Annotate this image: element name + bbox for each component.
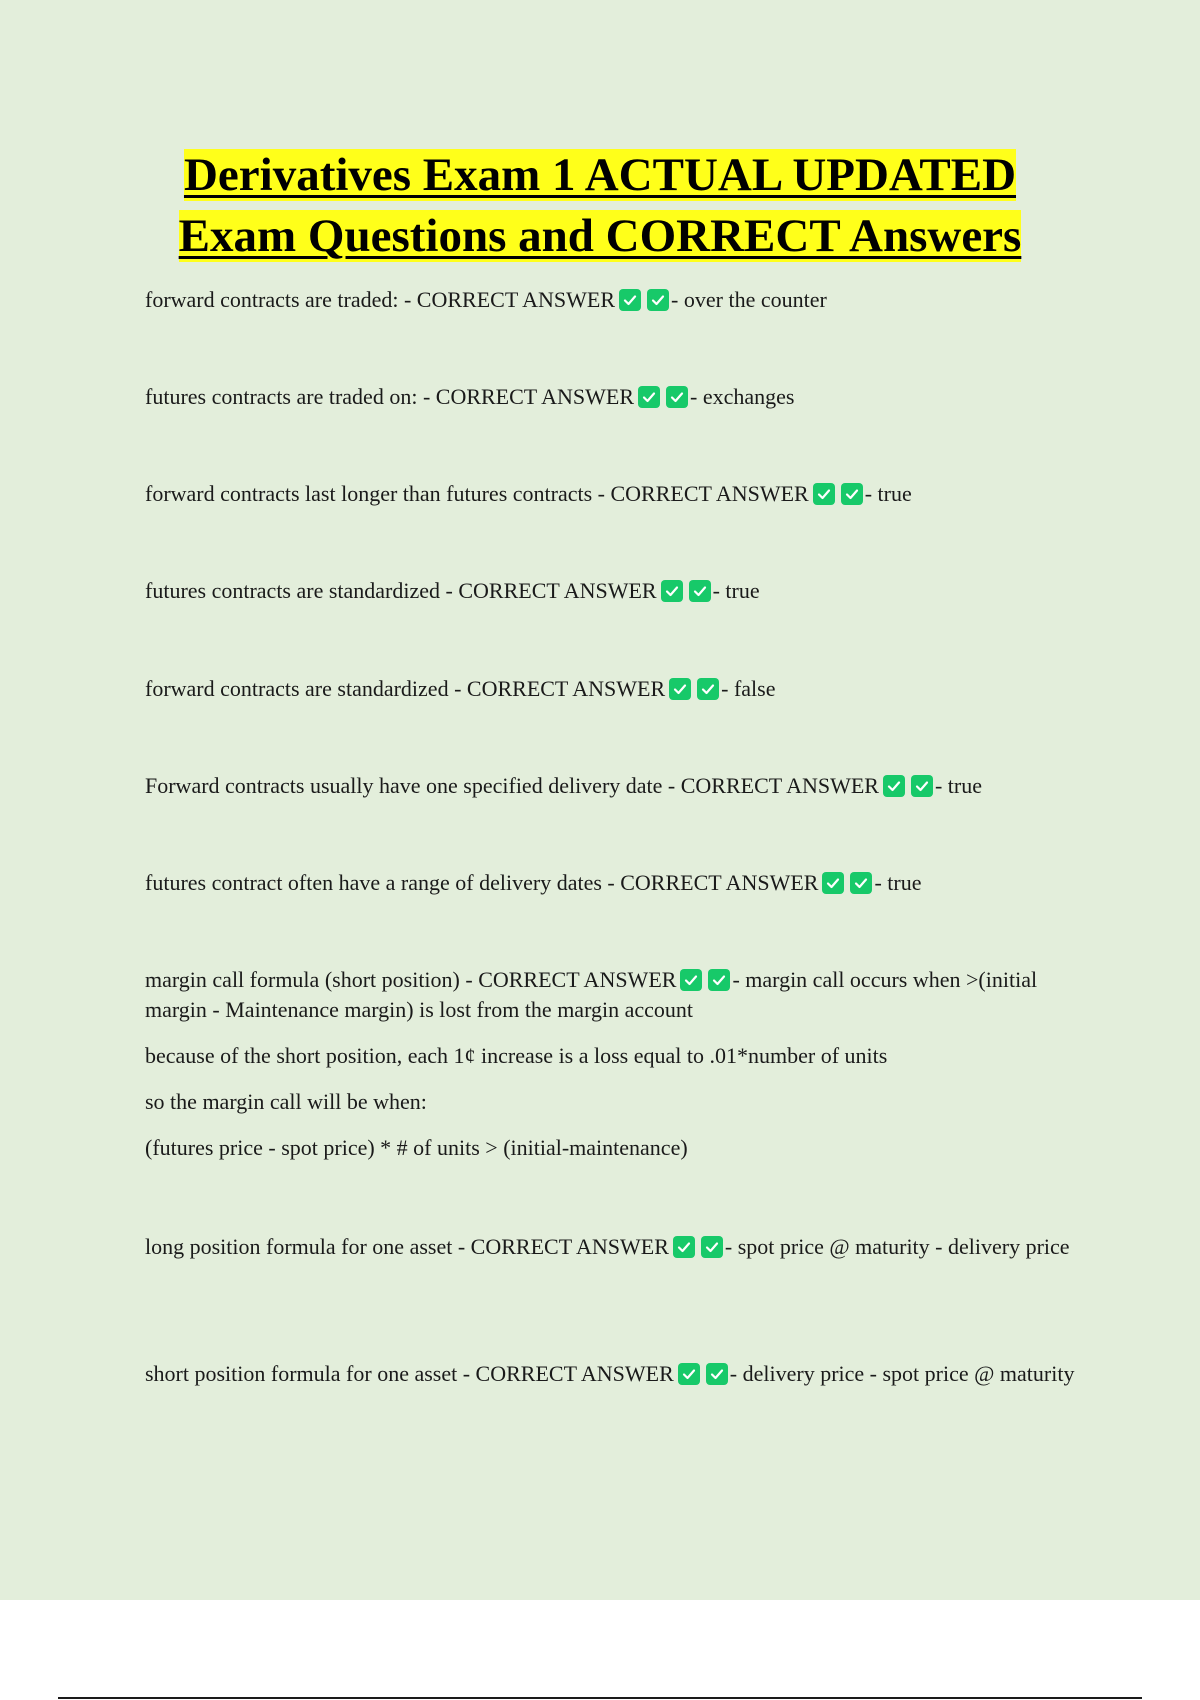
answer-text: - margin call occurs when >(initial margin - Maintenance margin) is lost from the margin account (145, 967, 1038, 1022)
qa-item (145, 479, 1095, 509)
question-text: forward contracts are traded: (145, 287, 404, 312)
qa-item (145, 868, 1095, 898)
check-box-icon (673, 1236, 695, 1258)
document-title (0, 145, 1200, 267)
check-box-icon (666, 386, 688, 408)
question-text: forward contracts last longer than futures contracts (145, 481, 598, 506)
qa-item (145, 771, 1095, 801)
correct-answer-label: - CORRECT ANSWER (462, 1361, 674, 1386)
correct-answer-label: - CORRECT ANSWER (422, 384, 634, 409)
check-box-icon (680, 969, 702, 991)
answer-text: - true (712, 578, 760, 603)
check-box-icon (661, 580, 683, 602)
explanation-line: because of the short position, each 1¢ increase is a loss equal to .01*number of units (145, 1043, 888, 1068)
correct-answer-label: - CORRECT ANSWER (403, 287, 616, 312)
check-box-icon (619, 289, 641, 311)
explanation-line: so the margin call will be when: (145, 1089, 427, 1114)
answer-text: - true (864, 481, 912, 506)
check-box-icon (911, 775, 933, 797)
check-box-icon (678, 1363, 700, 1385)
check-box-icon (841, 483, 863, 505)
qa-item (145, 1359, 1095, 1389)
explanation-line: (futures price - spot price) * # of units > (initial-maintenance) (145, 1135, 688, 1160)
title-line-2: Exam Questions and CORRECT Answers (178, 210, 1022, 262)
check-box-icon (708, 969, 730, 991)
check-box-icon (701, 1236, 723, 1258)
qa-item (145, 1232, 1095, 1262)
correct-answer-label: - CORRECT ANSWER (457, 1234, 669, 1259)
qa-item (145, 674, 1095, 704)
check-box-icon (883, 775, 905, 797)
question-text: futures contract often have a range of delivery dates (145, 870, 608, 895)
title-line-1: Derivatives Exam 1 ACTUAL UPDATED (183, 149, 1017, 201)
qa-item (145, 576, 1095, 606)
answer-text: - delivery price - spot price @ maturity (729, 1361, 1075, 1386)
question-text: long position formula for one asset (145, 1234, 458, 1259)
check-box-icon (822, 872, 844, 894)
qa-item (145, 382, 1095, 412)
answer-text: - false (721, 676, 776, 701)
correct-answer-label: - CORRECT ANSWER (445, 578, 657, 603)
page-divider (58, 1697, 1142, 1699)
qa-item (145, 285, 1095, 315)
question-text: margin call formula (short position) (145, 967, 466, 992)
qa-item (145, 965, 1095, 1163)
check-box-icon (638, 386, 660, 408)
question-text: futures contracts are standardized (145, 578, 446, 603)
question-text: Forward contracts usually have one specified delivery date (145, 773, 668, 798)
answer-text: - exchanges (690, 384, 795, 409)
correct-answer-label: - CORRECT ANSWER (667, 773, 879, 798)
check-box-icon (689, 580, 711, 602)
check-box-icon (813, 483, 835, 505)
answer-text: - over the counter (671, 287, 827, 312)
answer-text: - true (874, 870, 922, 895)
check-box-icon (697, 678, 719, 700)
answer-text: - spot price @ maturity - delivery price (724, 1234, 1070, 1259)
question-text: short position formula for one asset (145, 1361, 463, 1386)
question-text: forward contracts are standardized (145, 676, 455, 701)
correct-answer-label: - CORRECT ANSWER (454, 676, 666, 701)
check-box-icon (647, 289, 669, 311)
answer-text: - true (934, 773, 983, 798)
check-box-icon (706, 1363, 728, 1385)
correct-answer-label: - CORRECT ANSWER (597, 481, 809, 506)
correct-answer-label: - CORRECT ANSWER (465, 967, 677, 992)
check-box-icon (669, 678, 691, 700)
question-text: futures contracts are traded on: (145, 384, 423, 409)
check-box-icon (850, 872, 872, 894)
correct-answer-label: - CORRECT ANSWER (607, 870, 819, 895)
